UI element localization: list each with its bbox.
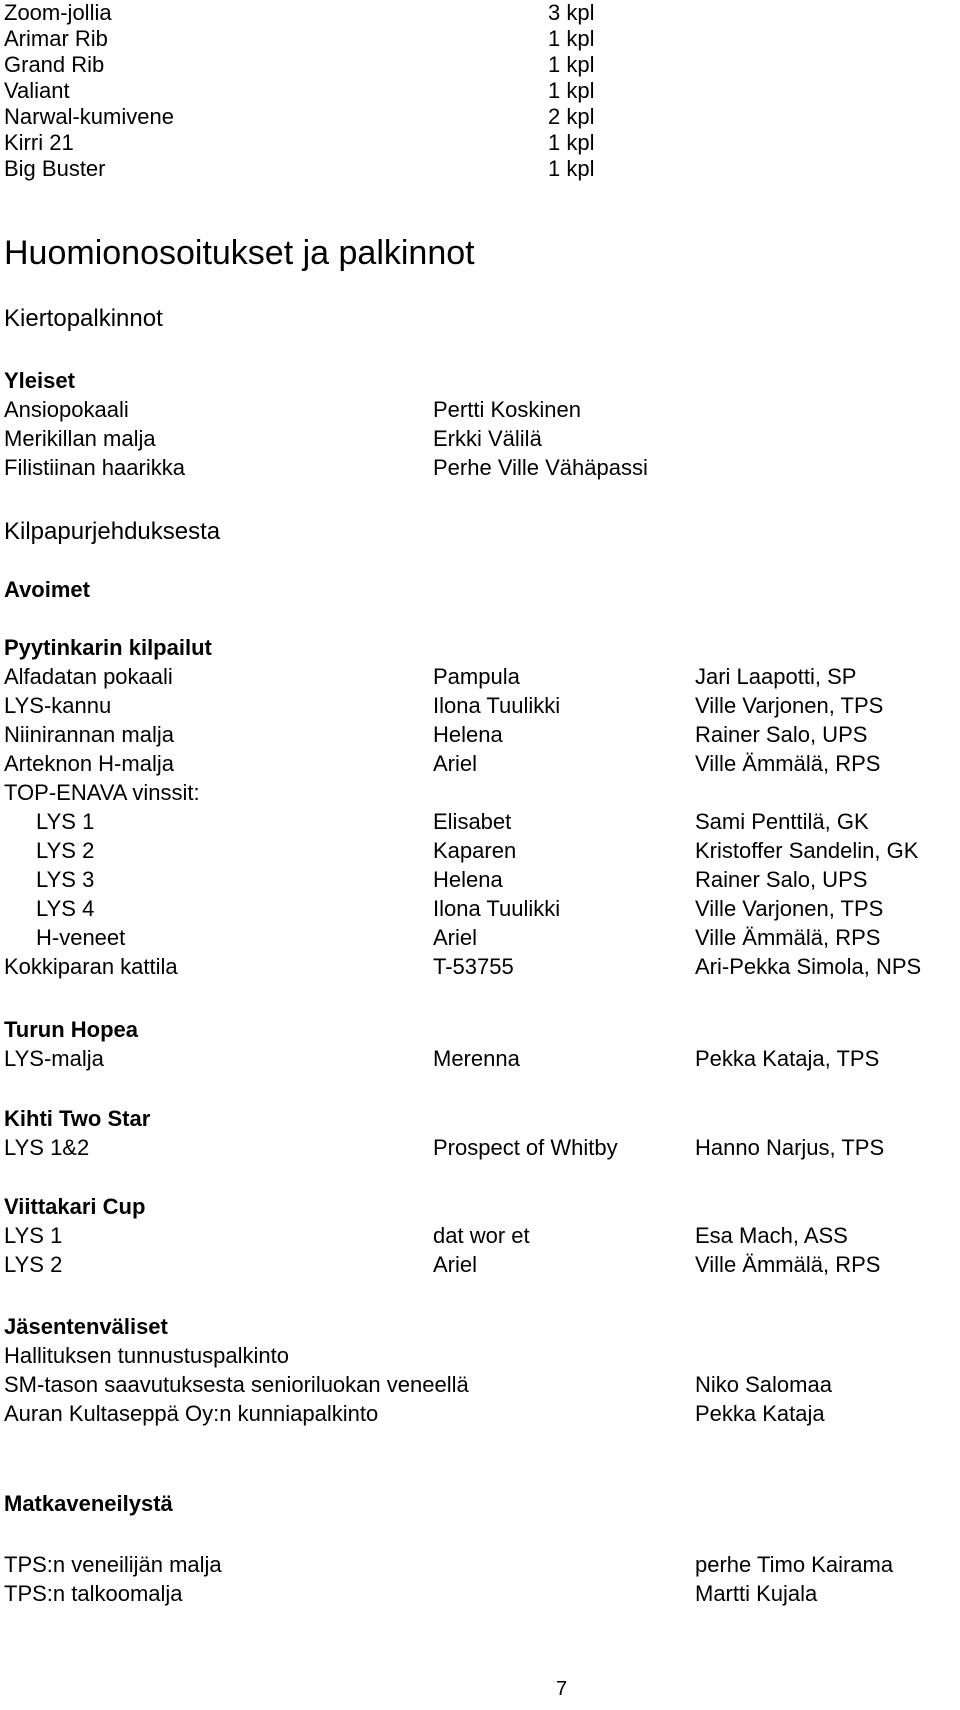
award-winner: perhe Timo Kairama — [695, 1552, 894, 1577]
award-name: LYS-kannu — [4, 693, 112, 718]
award-name: TPS:n veneilijän malja — [4, 1552, 222, 1577]
award-boat: T-53755 — [433, 954, 514, 979]
award-winner: Ville Ämmälä, RPS — [695, 925, 881, 950]
award-winner: Ville Varjonen, TPS — [695, 693, 884, 718]
boat-qty: 1 kpl — [548, 26, 595, 51]
award-name: Arteknon H-malja — [4, 751, 174, 776]
subsection-title-yleiset: Yleiset — [4, 368, 75, 393]
boat-qty: 3 kpl — [548, 0, 595, 25]
boat-qty: 1 kpl — [548, 52, 595, 77]
award-winner: Esa Mach, ASS — [695, 1223, 848, 1248]
main-heading: Huomionosoitukset ja palkinnot — [4, 234, 475, 272]
boat-qty: 1 kpl — [548, 130, 595, 155]
boat-name: Big Buster — [4, 156, 106, 181]
subsection-title-matkaveneilysta: Matkaveneilystä — [4, 1491, 173, 1516]
award-winner: Ville Varjonen, TPS — [695, 896, 884, 921]
award-winner: Rainer Salo, UPS — [695, 867, 868, 892]
award-name: TPS:n talkoomalja — [4, 1581, 183, 1606]
award-winner: Pekka Kataja, TPS — [695, 1046, 880, 1071]
boat-qty: 2 kpl — [548, 104, 595, 129]
award-winner: Ville Ämmälä, RPS — [695, 751, 881, 776]
award-winner: Sami Penttilä, GK — [695, 809, 869, 834]
award-boat: Ariel — [433, 751, 478, 776]
boat-name: Narwal-kumivene — [4, 104, 174, 129]
boat-name: Grand Rib — [4, 52, 105, 77]
award-boat: dat wor et — [433, 1223, 530, 1248]
award-winner: Rainer Salo, UPS — [695, 722, 868, 747]
award-name: LYS 1&2 — [4, 1135, 90, 1160]
award-name: Alfadatan pokaali — [4, 664, 173, 689]
award-name: LYS 1 — [36, 809, 95, 834]
award-boat: Helena — [433, 722, 503, 747]
boat-name: Valiant — [4, 78, 70, 103]
award-name: Auran Kultaseppä Oy:n kunniapalkinto — [4, 1401, 379, 1426]
award-name: LYS 2 — [36, 838, 95, 863]
award-name: H-veneet — [36, 925, 126, 950]
award-boat: Ilona Tuulikki — [433, 896, 561, 921]
award-name: Kokkiparan kattila — [4, 954, 178, 979]
award-winner: Pertti Koskinen — [433, 397, 581, 422]
award-winner: Jari Laapotti, SP — [695, 664, 857, 689]
award-winner: Kristoffer Sandelin, GK — [695, 838, 919, 863]
award-name: LYS 4 — [36, 896, 95, 921]
subsection-title-jasentenvaliset: Jäsentenväliset — [4, 1314, 168, 1339]
boat-name: Zoom-jollia — [4, 0, 112, 25]
award-boat: Ariel — [433, 1252, 478, 1277]
boat-qty: 1 kpl — [548, 78, 595, 103]
award-name: Filistiinan haarikka — [4, 455, 185, 480]
vinssit-label: TOP-ENAVA vinssit: — [4, 780, 200, 805]
award-name: Hallituksen tunnustuspalkinto — [4, 1343, 289, 1368]
section-heading-kiertopalkinnot: Kiertopalkinnot — [4, 305, 163, 332]
award-boat: Ilona Tuulikki — [433, 693, 561, 718]
award-boat: Prospect of Whitby — [433, 1135, 618, 1160]
award-boat: Ariel — [433, 925, 478, 950]
award-name: Ansiopokaali — [4, 397, 129, 422]
boat-name: Arimar Rib — [4, 26, 108, 51]
award-winner: Perhe Ville Vähäpassi — [433, 455, 648, 480]
award-boat: Pampula — [433, 664, 520, 689]
award-name: Merikillan malja — [4, 426, 156, 451]
award-name: SM-tason saavutuksesta senioriluokan veneellä — [4, 1372, 469, 1397]
award-winner: Erkki Välilä — [433, 426, 542, 451]
subsection-title-pyytinkari: Pyytinkarin kilpailut — [4, 635, 212, 660]
award-boat: Merenna — [433, 1046, 520, 1071]
award-winner: Hanno Narjus, TPS — [695, 1135, 885, 1160]
award-winner: Ari-Pekka Simola, NPS — [695, 954, 922, 979]
award-winner: Martti Kujala — [695, 1581, 818, 1606]
award-winner: Ville Ämmälä, RPS — [695, 1252, 881, 1277]
award-name: Niinirannan malja — [4, 722, 174, 747]
section-heading-kilpapurjehduksesta: Kilpapurjehduksesta — [4, 518, 221, 545]
award-winner: Pekka Kataja — [695, 1401, 825, 1426]
page-number: 7 — [556, 1678, 568, 1700]
award-winner: Niko Salomaa — [695, 1372, 832, 1397]
award-boat: Helena — [433, 867, 503, 892]
subsection-title-turun-hopea: Turun Hopea — [4, 1017, 139, 1042]
award-boat: Kaparen — [433, 838, 517, 863]
boat-qty: 1 kpl — [548, 156, 595, 181]
subsection-title-viittakari: Viittakari Cup — [4, 1194, 146, 1219]
award-name: LYS 1 — [4, 1223, 63, 1248]
award-name: LYS 3 — [36, 867, 95, 892]
subsection-title-avoimet: Avoimet — [4, 577, 90, 602]
boat-name: Kirri 21 — [4, 130, 74, 155]
award-name: LYS-malja — [4, 1046, 104, 1071]
award-name: LYS 2 — [4, 1252, 63, 1277]
award-boat: Elisabet — [433, 809, 512, 834]
subsection-title-kihti: Kihti Two Star — [4, 1106, 151, 1131]
